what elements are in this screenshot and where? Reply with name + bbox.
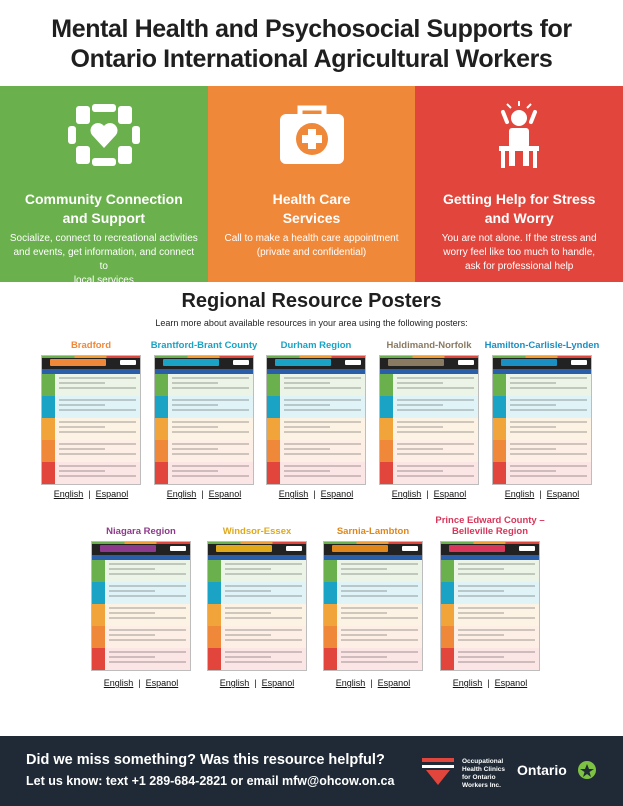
band-desc-line: local services	[73, 275, 134, 286]
link-separator: |	[426, 489, 429, 499]
poster-section-icon	[155, 440, 168, 462]
poster-name-line: Belleville Region	[451, 526, 529, 537]
poster-language-links	[486, 489, 598, 499]
poster-section-row	[267, 462, 365, 484]
poster-section-row	[155, 440, 253, 462]
poster-section-icon	[42, 374, 55, 396]
poster-section-row	[42, 462, 140, 484]
link-separator: |	[88, 489, 91, 499]
espanol-link[interactable]: Espanol	[208, 489, 242, 499]
poster-region-banner	[388, 359, 444, 366]
footer-org-name	[462, 758, 512, 790]
poster-section-row	[92, 648, 190, 670]
poster-color-strip	[441, 542, 539, 544]
footer-question: Did we miss something? Was this resource helpful?	[26, 752, 385, 768]
poster-color-strip	[493, 356, 591, 358]
poster-ontario-mark	[120, 360, 136, 365]
poster-section-icon	[493, 418, 506, 440]
poster-thumbnail-header	[155, 356, 253, 369]
poster-section-icon	[208, 604, 221, 626]
english-link[interactable]: English	[278, 489, 309, 499]
poster-section-text	[337, 648, 422, 670]
english-link[interactable]: English	[219, 678, 250, 688]
poster-section-icon	[324, 560, 337, 582]
poster-section-text	[105, 648, 190, 670]
poster-section-text	[105, 604, 190, 626]
poster-section-text	[337, 560, 422, 582]
poster-section-icon	[208, 582, 221, 604]
poster-section-text	[280, 396, 365, 418]
poster-color-strip	[208, 542, 306, 544]
poster-thumbnail-header	[42, 356, 140, 369]
poster-section-text	[506, 462, 591, 484]
poster-language-links	[317, 678, 429, 688]
poster-section-icon	[324, 626, 337, 648]
poster-section-text	[393, 374, 478, 396]
poster-section-text	[506, 396, 591, 418]
poster-section-row	[92, 582, 190, 604]
poster-section-text	[55, 462, 140, 484]
poster-section-row	[493, 440, 591, 462]
poster-section-text	[55, 396, 140, 418]
poster-thumbnail-header	[324, 542, 422, 555]
poster-color-strip	[380, 356, 478, 358]
poster-section-icon	[267, 462, 280, 484]
poster-name-line: Windsor-Essex	[222, 526, 292, 537]
poster-section-row	[155, 374, 253, 396]
english-link[interactable]: English	[166, 489, 197, 499]
poster-region-name	[414, 515, 566, 537]
poster-section-icon	[493, 374, 506, 396]
footer	[0, 736, 623, 806]
poster-section-row	[441, 582, 539, 604]
poster-section-row	[267, 418, 365, 440]
poster-section-row	[155, 396, 253, 418]
poster-section-icon	[493, 462, 506, 484]
section-subtitle: Learn more about available resources in your area using the following posters:	[155, 318, 468, 328]
poster-section-icon	[441, 582, 454, 604]
espanol-link[interactable]: Espanol	[320, 489, 354, 499]
poster-section-text	[168, 374, 253, 396]
poster-section-icon	[380, 374, 393, 396]
band-health-care	[208, 86, 416, 282]
poster-region-banner	[163, 359, 219, 366]
poster-name-line: Hamilton-Carlisle-Lynden	[484, 340, 600, 351]
poster-thumbnail[interactable]	[379, 355, 479, 485]
poster-language-links	[260, 489, 372, 499]
poster-language-links	[434, 678, 546, 688]
poster-name-line: Niagara Region	[106, 526, 176, 537]
poster-thumbnail-header	[92, 542, 190, 555]
poster-section-icon	[380, 418, 393, 440]
poster-section-row	[92, 604, 190, 626]
poster-section-row	[42, 396, 140, 418]
poster-section-icon	[441, 604, 454, 626]
poster-section-icon	[42, 440, 55, 462]
poster-ontario-mark	[519, 546, 535, 551]
poster-name-line: Prince Edward County –	[435, 515, 545, 526]
poster-section-row	[155, 418, 253, 440]
poster-ontario-mark	[286, 546, 302, 551]
poster-color-strip	[92, 542, 190, 544]
poster-section-row	[92, 560, 190, 582]
org-line: Occupational	[462, 758, 504, 765]
hands-heart-icon	[64, 100, 144, 170]
poster-section-icon	[380, 440, 393, 462]
poster-section-text	[168, 396, 253, 418]
poster-thumbnail-header	[208, 542, 306, 555]
poster-section-text	[221, 560, 306, 582]
poster-section-text	[55, 440, 140, 462]
poster-section-icon	[155, 418, 168, 440]
poster-section-row	[380, 462, 478, 484]
poster-language-links	[201, 678, 313, 688]
poster-ontario-mark	[345, 360, 361, 365]
poster-section-icon	[493, 396, 506, 418]
band-desc-line: and events, get information, and connect to	[13, 247, 195, 272]
poster-section-icon	[441, 648, 454, 670]
poster-section-row	[208, 626, 306, 648]
english-link[interactable]: English	[452, 678, 483, 688]
poster-section-text	[221, 582, 306, 604]
poster-section-row	[380, 374, 478, 396]
stressed-person-icon	[479, 100, 559, 170]
poster-color-strip	[324, 542, 422, 544]
poster-language-links	[35, 489, 147, 499]
poster-section-text	[280, 462, 365, 484]
poster-section-icon	[92, 626, 105, 648]
english-link[interactable]: English	[103, 678, 134, 688]
english-link[interactable]: English	[335, 678, 366, 688]
poster-section-icon	[92, 648, 105, 670]
poster-thumbnail[interactable]	[91, 541, 191, 671]
poster-ontario-mark	[571, 360, 587, 365]
band-title-line: and Support	[62, 210, 146, 226]
link-separator: |	[313, 489, 316, 499]
poster-section-row	[493, 418, 591, 440]
poster-name-line: Bradford	[70, 340, 112, 351]
poster-section-text	[337, 582, 422, 604]
poster-section-row	[208, 582, 306, 604]
poster-name-line: Durham Region	[280, 340, 352, 351]
band-title-line: Services	[282, 210, 341, 226]
link-separator: |	[487, 678, 490, 688]
poster-thumbnail[interactable]	[41, 355, 141, 485]
poster-language-links	[148, 489, 260, 499]
poster-thumbnail[interactable]	[154, 355, 254, 485]
poster-region-name	[466, 340, 618, 351]
poster-section-text	[393, 418, 478, 440]
poster-section-text	[55, 374, 140, 396]
poster-section-row	[208, 648, 306, 670]
espanol-link[interactable]: Espanol	[433, 489, 467, 499]
espanol-link[interactable]: Espanol	[546, 489, 580, 499]
poster-ontario-mark	[402, 546, 418, 551]
org-line: Health Clinics	[462, 766, 505, 773]
title-line-2: Ontario International Agricultural Workers	[70, 45, 553, 73]
poster-section-icon	[92, 582, 105, 604]
poster-section-row	[493, 462, 591, 484]
poster-section-row	[42, 418, 140, 440]
poster-thumbnail-header	[493, 356, 591, 369]
section-title: Regional Resource Posters	[181, 290, 442, 312]
poster-section-icon	[324, 648, 337, 670]
poster-section-text	[105, 582, 190, 604]
poster-section-icon	[267, 418, 280, 440]
poster-region-banner	[216, 545, 272, 552]
band-description	[8, 232, 200, 288]
poster-section-row	[441, 604, 539, 626]
support-bands	[0, 86, 623, 286]
poster-region-banner	[449, 545, 505, 552]
poster-section-text	[55, 418, 140, 440]
poster-section-row	[324, 648, 422, 670]
poster-section-row	[208, 560, 306, 582]
poster-section-text	[105, 560, 190, 582]
english-link[interactable]: English	[504, 489, 535, 499]
poster-thumbnail-header	[380, 356, 478, 369]
poster-section-row	[92, 626, 190, 648]
poster-thumbnail-header	[267, 356, 365, 369]
espanol-link[interactable]: Espanol	[494, 678, 528, 688]
poster-section-text	[280, 418, 365, 440]
link-separator: |	[201, 489, 204, 499]
poster-region-banner	[501, 359, 557, 366]
poster-name-line: Haldimand-Norfolk	[386, 340, 472, 351]
poster-thumbnail[interactable]	[207, 541, 307, 671]
band-stress	[415, 86, 623, 282]
band-title	[423, 190, 615, 228]
poster-section-text	[337, 604, 422, 626]
poster-thumbnail[interactable]	[323, 541, 423, 671]
poster-section-row	[380, 440, 478, 462]
poster-section-icon	[208, 560, 221, 582]
poster-section-text	[221, 648, 306, 670]
poster-section-text	[280, 374, 365, 396]
ohcow-logo-icon	[420, 756, 456, 786]
band-title	[8, 190, 200, 228]
poster-section-icon	[267, 374, 280, 396]
poster-language-links	[85, 678, 197, 688]
espanol-link[interactable]: Espanol	[377, 678, 411, 688]
band-description	[423, 232, 615, 274]
band-title-line: Health Care	[272, 191, 351, 207]
poster-section-text	[506, 374, 591, 396]
poster-section-text	[393, 462, 478, 484]
poster-thumbnail[interactable]	[266, 355, 366, 485]
poster-region-banner	[332, 545, 388, 552]
poster-section-row	[324, 560, 422, 582]
poster-section-text	[168, 418, 253, 440]
poster-section-text	[454, 648, 539, 670]
link-separator: |	[370, 678, 373, 688]
band-desc-line: Call to make a health care appointment	[224, 233, 399, 244]
ontario-wordmark: Ontario	[517, 762, 567, 778]
poster-section-text	[221, 626, 306, 648]
band-title-line: Community Connection	[24, 191, 183, 207]
poster-thumbnail[interactable]	[440, 541, 540, 671]
poster-section-text	[168, 462, 253, 484]
poster-section-row	[380, 396, 478, 418]
poster-section-icon	[324, 604, 337, 626]
org-line: for Ontario	[462, 774, 496, 781]
poster-section-icon	[267, 396, 280, 418]
poster-section-row	[324, 582, 422, 604]
poster-section-row	[208, 604, 306, 626]
band-title	[216, 190, 408, 228]
espanol-link[interactable]: Espanol	[145, 678, 179, 688]
poster-ontario-mark	[170, 546, 186, 551]
link-separator: |	[254, 678, 257, 688]
poster-language-links	[373, 489, 485, 499]
poster-section-icon	[324, 582, 337, 604]
poster-region-banner	[275, 359, 331, 366]
poster-section-text	[337, 626, 422, 648]
band-desc-line: You are not alone. If the stress and	[441, 233, 597, 244]
title-line-1: Mental Health and Psychosocial Supports for	[51, 15, 572, 43]
poster-section-icon	[493, 440, 506, 462]
poster-section-row	[441, 648, 539, 670]
poster-color-strip	[155, 356, 253, 358]
org-line: Workers Inc.	[462, 782, 501, 789]
band-community	[0, 86, 208, 286]
band-title-line: and Worry	[484, 210, 554, 226]
ontario-trillium-icon	[577, 760, 597, 780]
poster-section-text	[454, 626, 539, 648]
poster-section-row	[324, 626, 422, 648]
link-separator: |	[138, 678, 141, 688]
poster-section-row	[267, 374, 365, 396]
poster-section-text	[454, 582, 539, 604]
band-desc-line: ask for professional help	[464, 261, 574, 272]
poster-section-icon	[208, 626, 221, 648]
poster-section-icon	[42, 462, 55, 484]
poster-section-icon	[267, 440, 280, 462]
poster-section-text	[168, 440, 253, 462]
poster-region-banner	[100, 545, 156, 552]
poster-section-text	[454, 604, 539, 626]
poster-region-banner	[50, 359, 106, 366]
poster-color-strip	[267, 356, 365, 358]
poster-section-icon	[42, 418, 55, 440]
poster-ontario-mark	[233, 360, 249, 365]
poster-section-icon	[441, 560, 454, 582]
band-desc-line: (private and confidential)	[256, 247, 367, 258]
poster-section-icon	[155, 374, 168, 396]
poster-section-row	[42, 440, 140, 462]
poster-section-row	[155, 462, 253, 484]
poster-section-icon	[208, 648, 221, 670]
poster-section-text	[221, 604, 306, 626]
band-title-line: Getting Help for Stress	[442, 191, 596, 207]
espanol-link[interactable]: Espanol	[95, 489, 129, 499]
poster-section-row	[441, 560, 539, 582]
poster-section-row	[493, 396, 591, 418]
poster-section-icon	[380, 396, 393, 418]
poster-section-icon	[92, 604, 105, 626]
poster-thumbnail[interactable]	[492, 355, 592, 485]
poster-section-row	[324, 604, 422, 626]
band-desc-line: worry feel like too much to handle,	[443, 247, 596, 258]
english-link[interactable]: English	[391, 489, 422, 499]
footer-contact: Let us know: text +1 289-684-2821 or email mfw@ohcow.on.ca	[26, 774, 395, 788]
poster-section-icon	[42, 396, 55, 418]
poster-section-row	[267, 396, 365, 418]
poster-section-icon	[155, 462, 168, 484]
poster-section-row	[441, 626, 539, 648]
poster-color-strip	[42, 356, 140, 358]
poster-section-icon	[441, 626, 454, 648]
poster-name-line: Brantford-Brant County	[150, 340, 258, 351]
english-link[interactable]: English	[53, 489, 84, 499]
poster-section-row	[267, 440, 365, 462]
poster-section-text	[506, 440, 591, 462]
poster-section-icon	[155, 396, 168, 418]
poster-section-icon	[380, 462, 393, 484]
poster-section-icon	[92, 560, 105, 582]
band-description	[216, 232, 408, 260]
poster-section-text	[280, 440, 365, 462]
link-separator: |	[539, 489, 542, 499]
page-title	[0, 14, 623, 74]
poster-section-text	[393, 396, 478, 418]
band-desc-line: Socialize, connect to recreational activities	[9, 233, 198, 244]
poster-section-row	[42, 374, 140, 396]
poster-thumbnail-header	[441, 542, 539, 555]
espanol-link[interactable]: Espanol	[261, 678, 295, 688]
poster-section-text	[506, 418, 591, 440]
poster-section-row	[493, 374, 591, 396]
poster-section-text	[393, 440, 478, 462]
first-aid-kit-icon	[272, 100, 352, 170]
poster-name-line: Sarnia-Lambton	[336, 526, 410, 537]
poster-section-row	[380, 418, 478, 440]
poster-ontario-mark	[458, 360, 474, 365]
poster-section-text	[454, 560, 539, 582]
poster-section-text	[105, 626, 190, 648]
